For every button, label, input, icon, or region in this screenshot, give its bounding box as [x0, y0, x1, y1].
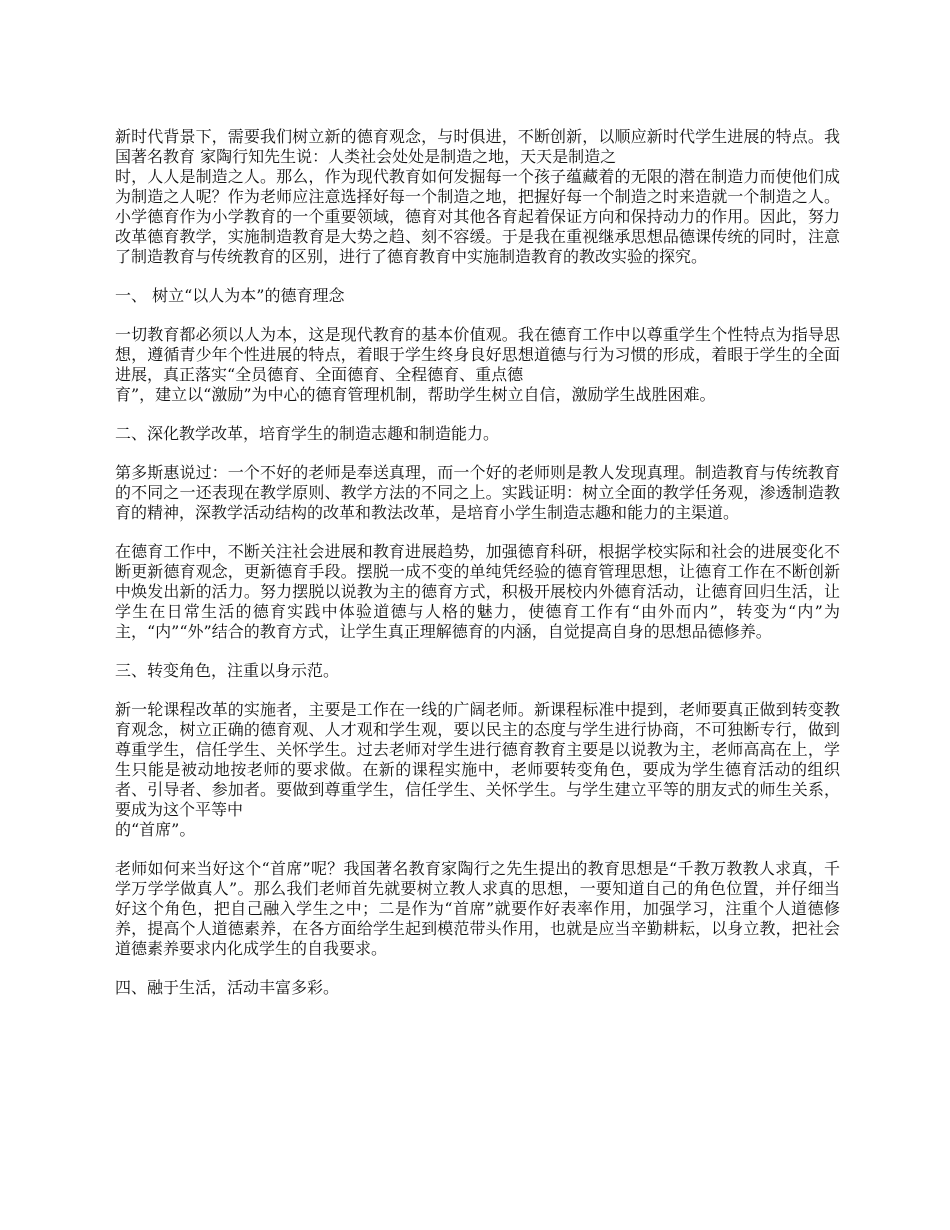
section-1-paragraph: 一切教育都必须以人为本，这是现代教育的基本价值观。我在德育工作中以尊重学生个性特点为指导思想，遵循青少年个性进展的特点，着眼于学生终身良好思想道德与行为习惯的形成，着眼于学生的全面进展，真正落实“全员德育、全面德育、全程德育、重点德 育”，建立以“激励”为中心的德育管理机制，帮助学生树立自信，激励学生战胜困难。	[115, 325, 840, 404]
document-page	[115, 127, 840, 1017]
section-2-paragraph-2: 在德育工作中，不断关注社会进展和教育进展趋势，加强德育科研，根据学校实际和社会的进展变化不断更新德育观念，更新德育手段。摆脱一成不变的单纯凭经验的德育管理思想，让德育工作在不断创新中焕发出新的活力。努力摆脱以说教为主的德育方式，积极开展校内外德育活动，让德育回归生活，让学生在日常生活的德育实践中体验道德与人格的魅力，使德育工作有“由外而内”，转变为“内”为主，“内”“外”结合的教育方式，让学生真正理解德育的内涵，自觉提高自身的思想品德修养。	[115, 542, 840, 641]
section-heading-1: 一、 树立“以人为本”的德育理念	[115, 286, 345, 305]
intro-paragraph: 新时代背景下，需要我们树立新的德育观念，与时俱进，不断创新，以顺应新时代学生进展的特点。我国著名教育 家陶行知先生说：人类社会处处是制造之地，天天是制造之 时，人人是制造之人。那么，作为现代教育如何发掘每一个孩子蕴藏着的无限的潜在制造力而使他们成为制造之人呢？作为老师应注意选择好每一个制造之地，把握好每一个制造之时来造就一个制造之人。小学德育作为小学教育的一个重要领域，德育对其他各育起着保证方向和保持动力的作用。因此，努力改革德育教学，实施制造教育是大势之趋、刻不容缓。于是我在重视继承思想品德课传统的同时，注意了制造教育与传统教育的区别，进行了德育教育中实施制造教育的教改实验的探究。	[115, 127, 840, 266]
section-heading-4: 四、融于生活，活动丰富多彩。	[115, 978, 340, 997]
section-3-paragraph-2: 老师如何来当好这个“首席”呢？我国著名教育家陶行之先生提出的教育思想是“千教万教教人求真，千学万学学做真人”。那么我们老师首先就要树立教人求真的思想，一要知道自己的角色位置，并仔细当好这个角色，把自己融入学生之中；二是作为“首席”就要作好表率作用，加强学习，注重个人道德修养，提高个人道德素养，在各方面给学生起到模范带头作用，也就是应当辛勤耕耘，以身立教，把社会道德素养要求内化成学生的自我要求。	[115, 859, 840, 958]
section-heading-3: 三、转变角色，注重以身示范。	[115, 661, 340, 680]
section-3-paragraph-1: 新一轮课程改革的实施者，主要是工作在一线的广阔老师。新课程标准中提到，老师要真正做到转变教育观念，树立正确的德育观、人才观和学生观，要以民主的态度与学生进行协商，不可独断专行，做到尊重学生，信任学生、关怀学生。过去老师对学生进行德育教育主要是以说教为主，老师高高在上，学生只能是被动地按老师的要求做。在新的课程实施中，老师要转变角色，要成为学生德育活动的组织者、引导者、参加者。要做到尊重学生，信任学生、关怀学生。与学生建立平等的朋友式的师生关系，要成为这个平等中 的“首席”。	[115, 700, 840, 839]
section-2-paragraph-1: 第多斯惠说过：一个不好的老师是奉送真理，而一个好的老师则是教人发现真理。制造教育与传统教育的不同之一还表现在教学原则、教学方法的不同之上。实践证明：树立全面的教学任务观，渗透制造教育的精神，深教学活动结构的改革和教法改革，是培育小学生制造志趣和能力的主渠道。	[115, 463, 840, 522]
section-heading-2: 二、深化教学改革，培育学生的制造志趣和制造能力。	[115, 424, 500, 443]
